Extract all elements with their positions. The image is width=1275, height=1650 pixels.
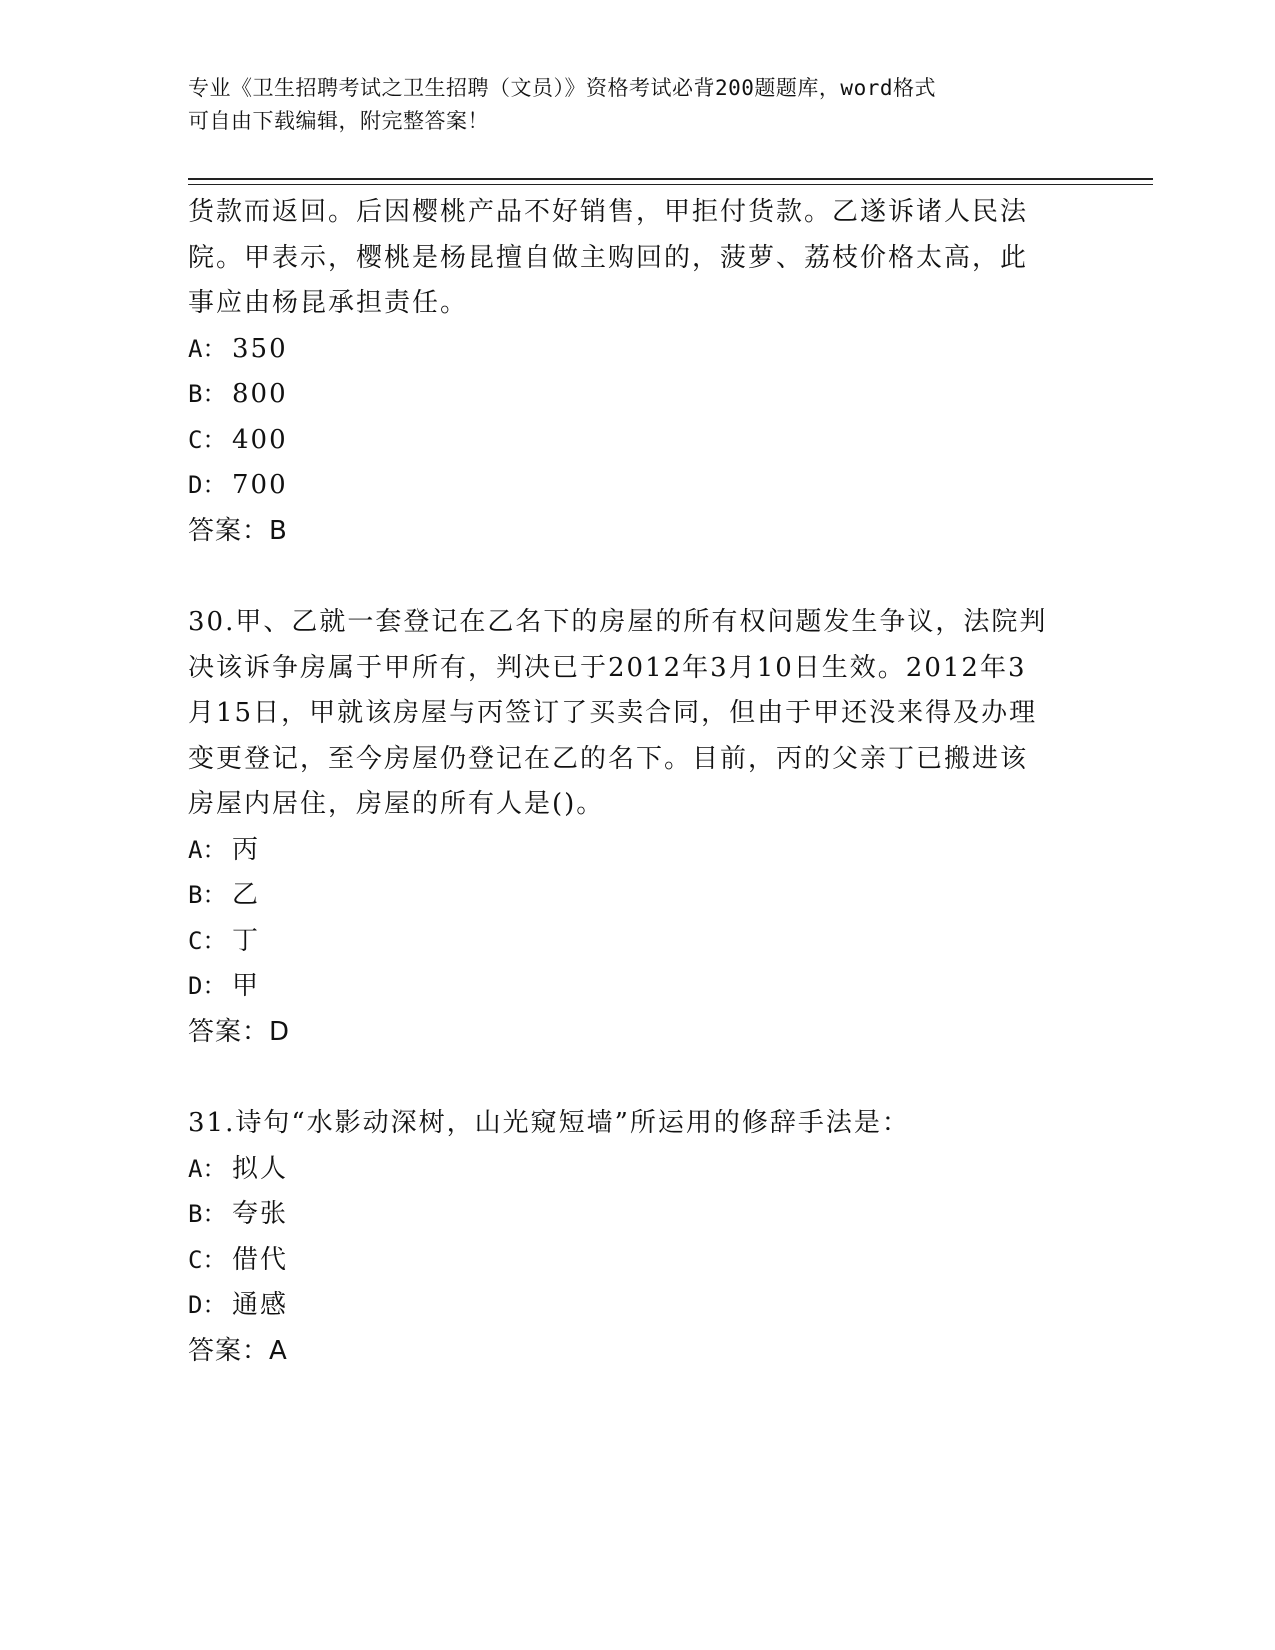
answer-line: 答案：D [188, 1016, 291, 1047]
question-list [188, 190, 1088, 1374]
option-b [188, 873, 1088, 919]
option-c [188, 919, 1088, 965]
document-header [188, 72, 1068, 138]
option-letter: C： [188, 926, 227, 955]
option-text: 800 [232, 379, 288, 409]
option-text: 丙 [232, 834, 261, 865]
question-block-30 [188, 600, 1088, 1055]
header-divider-thick [188, 178, 1153, 180]
option-letter: B： [188, 881, 227, 909]
option-letter: B： [188, 1200, 227, 1228]
header-divider-thin [188, 184, 1153, 185]
question-stem-line: 房屋内居住，房屋的所有人是()。 [188, 789, 605, 819]
option-text: 拟人 [232, 1153, 289, 1184]
option-text: 夸张 [232, 1199, 289, 1229]
option-letter: C： [188, 1245, 227, 1274]
option-letter: A： [188, 1154, 227, 1183]
option-a [188, 327, 1088, 373]
option-a [188, 1147, 1088, 1193]
question-stem-line: 月15日，甲就该房屋与丙签订了买卖合同，但由于甲还没来得及办理 [188, 698, 1038, 728]
question-block-31 [188, 1101, 1088, 1374]
question-stem-line: 30.甲、乙就一套登记在乙名下的房屋的所有权问题发生争议，法院判 [188, 607, 1048, 637]
option-text: 甲 [232, 971, 261, 1001]
question-stem-line: 变更登记，至今房屋仍登记在乙的名下。目前，丙的父亲丁已搬进该 [188, 743, 1029, 774]
option-text: 400 [232, 424, 288, 455]
option-text: 借代 [232, 1244, 289, 1275]
question-stem-line: 事应由杨昆承担责任。 [188, 288, 469, 318]
option-text: 通感 [232, 1290, 289, 1320]
option-letter: A： [188, 835, 227, 864]
option-d [188, 964, 1088, 1010]
option-d [188, 463, 1088, 509]
question-block-29 [188, 190, 1088, 554]
option-b [188, 1192, 1088, 1238]
option-a [188, 828, 1088, 874]
option-letter: D： [188, 972, 227, 1000]
option-letter: D： [188, 1291, 227, 1319]
option-c [188, 418, 1088, 464]
header-title-line-2: 可自由下载编辑，附完整答案！ [188, 109, 489, 133]
option-c [188, 1238, 1088, 1284]
option-letter: A： [188, 334, 227, 363]
header-title-line-1: 专业《卫生招聘考试之卫生招聘（文员）》资格考试必背200题题库，word格式 [188, 76, 936, 100]
option-d [188, 1283, 1088, 1329]
option-text: 350 [232, 333, 288, 364]
option-letter: C： [188, 425, 227, 454]
option-b [188, 372, 1088, 418]
option-text: 乙 [232, 880, 261, 910]
question-stem-line: 货款而返回。后因樱桃产品不好销售，甲拒付货款。乙遂诉诸人民法 [188, 197, 1029, 227]
answer-line: 答案：B [188, 515, 288, 546]
answer-line: 答案：A [188, 1335, 288, 1366]
question-stem-line: 院。甲表示，樱桃是杨昆擅自做主购回的，菠萝、荔枝价格太高，此 [188, 242, 1029, 273]
question-stem-line: 31.诗句“水影动深树，山光窥短墙”所运用的修辞手法是： [188, 1108, 910, 1138]
option-text: 700 [232, 470, 288, 500]
option-letter: D： [188, 471, 227, 499]
question-stem-line: 决该诉争房属于甲所有，判决已于2012年3月10日生效。2012年3 [188, 652, 1027, 683]
option-letter: B： [188, 380, 227, 408]
option-text: 丁 [232, 925, 261, 956]
